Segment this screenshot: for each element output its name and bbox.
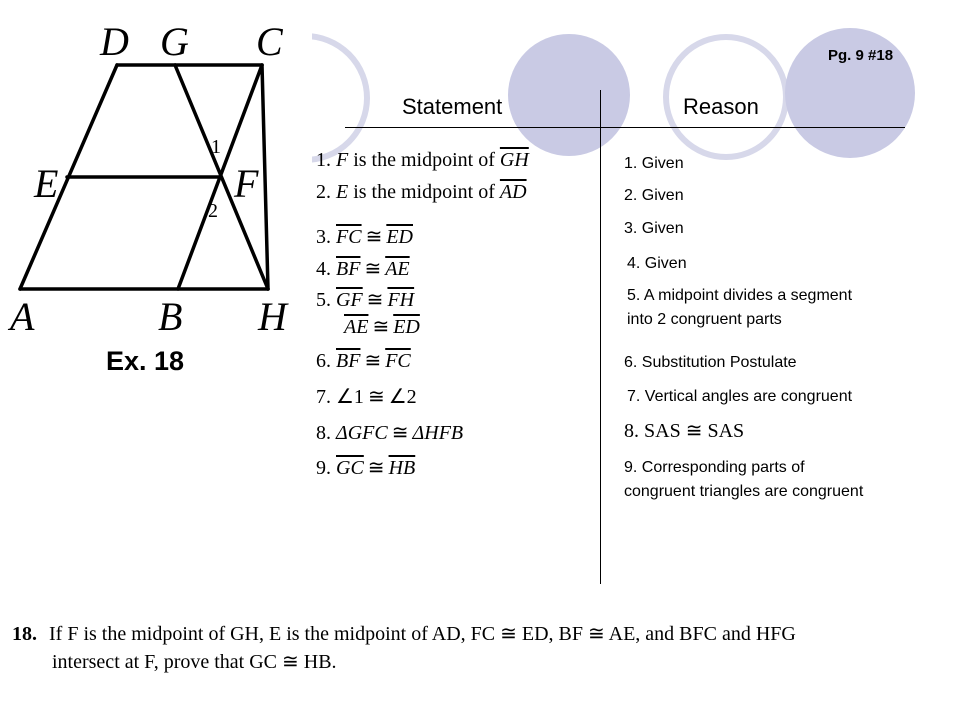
- reason-3: 3. Given: [624, 220, 684, 237]
- label-C: C: [256, 19, 283, 64]
- reason-9: 9. Corresponding parts of: [624, 459, 805, 476]
- reason-5: 5. A midpoint divides a segment: [627, 287, 853, 304]
- label-D: D: [100, 19, 129, 64]
- table-column-divider: [600, 90, 601, 584]
- problem-number: 18.: [12, 623, 37, 645]
- label-F: F: [234, 161, 259, 206]
- reason-7: 7. Vertical angles are congruent: [627, 388, 853, 405]
- reason-8: 8. SAS ≅ SAS: [624, 420, 745, 442]
- problem-line-1: 18. If F is the midpoint of GH, E is the midpoint of AD, FC ≅ ED, BF ≅ AE, and BFC and HFG: [12, 623, 796, 645]
- statement-5: 5. $\overline{GF}$ ≅ $\overline{FH}$: [316, 289, 415, 311]
- statement-1: 1. F is the midpoint of $\overline{GH}$: [316, 149, 529, 171]
- statement-4: 4. $\overline{BF}$ ≅ $\overline{AE}$: [316, 258, 410, 280]
- table-header-rule: [345, 127, 905, 128]
- reason-1: 1. Given: [624, 155, 684, 172]
- statement-9: 9. $\overline{GC}$ ≅ $\overline{HB}$: [316, 457, 416, 479]
- statement-7: 7. ∠1 ≅ ∠2: [316, 386, 417, 408]
- geometry-figure: [0, 0, 320, 390]
- label-A: A: [10, 294, 35, 339]
- decorative-circle: [508, 34, 630, 156]
- label-G: G: [160, 19, 189, 64]
- statement-8: 8. ΔGFC ≅ ΔHFB: [316, 422, 464, 444]
- reason-heading: Reason: [683, 94, 759, 119]
- reason-2: 2. Given: [624, 187, 684, 204]
- statement-3: 3. $\overline{FC}$ ≅ $\overline{ED}$: [316, 226, 413, 248]
- angle-label-2: 2: [208, 200, 218, 222]
- reason-4: 4. Given: [627, 255, 687, 272]
- label-E: E: [34, 161, 59, 206]
- reason-6: 6. Substitution Postulate: [624, 354, 797, 371]
- problem-line-2: intersect at F, prove that GC ≅ HB.: [52, 651, 337, 673]
- reason-5-continued: into 2 congruent parts: [627, 311, 782, 328]
- statement-5-continued: $\overline{AE}$ ≅ $\overline{ED}$: [344, 316, 420, 338]
- problem-statement: [12, 620, 942, 676]
- example-label: Ex. 18: [106, 346, 185, 376]
- statement-6: 6. $\overline{BF}$ ≅ $\overline{FC}$: [316, 350, 411, 372]
- page-reference: Pg. 9 #18: [828, 47, 894, 64]
- statement-2: 2. E is the midpoint of $\overline{AD}$: [316, 181, 527, 203]
- label-H: H: [258, 294, 287, 339]
- reason-9-continued: congruent triangles are congruent: [624, 483, 864, 500]
- statement-heading: Statement: [402, 94, 503, 119]
- angle-label-1: 1: [211, 136, 221, 158]
- segment-CH: [262, 65, 268, 289]
- label-B: B: [158, 294, 183, 339]
